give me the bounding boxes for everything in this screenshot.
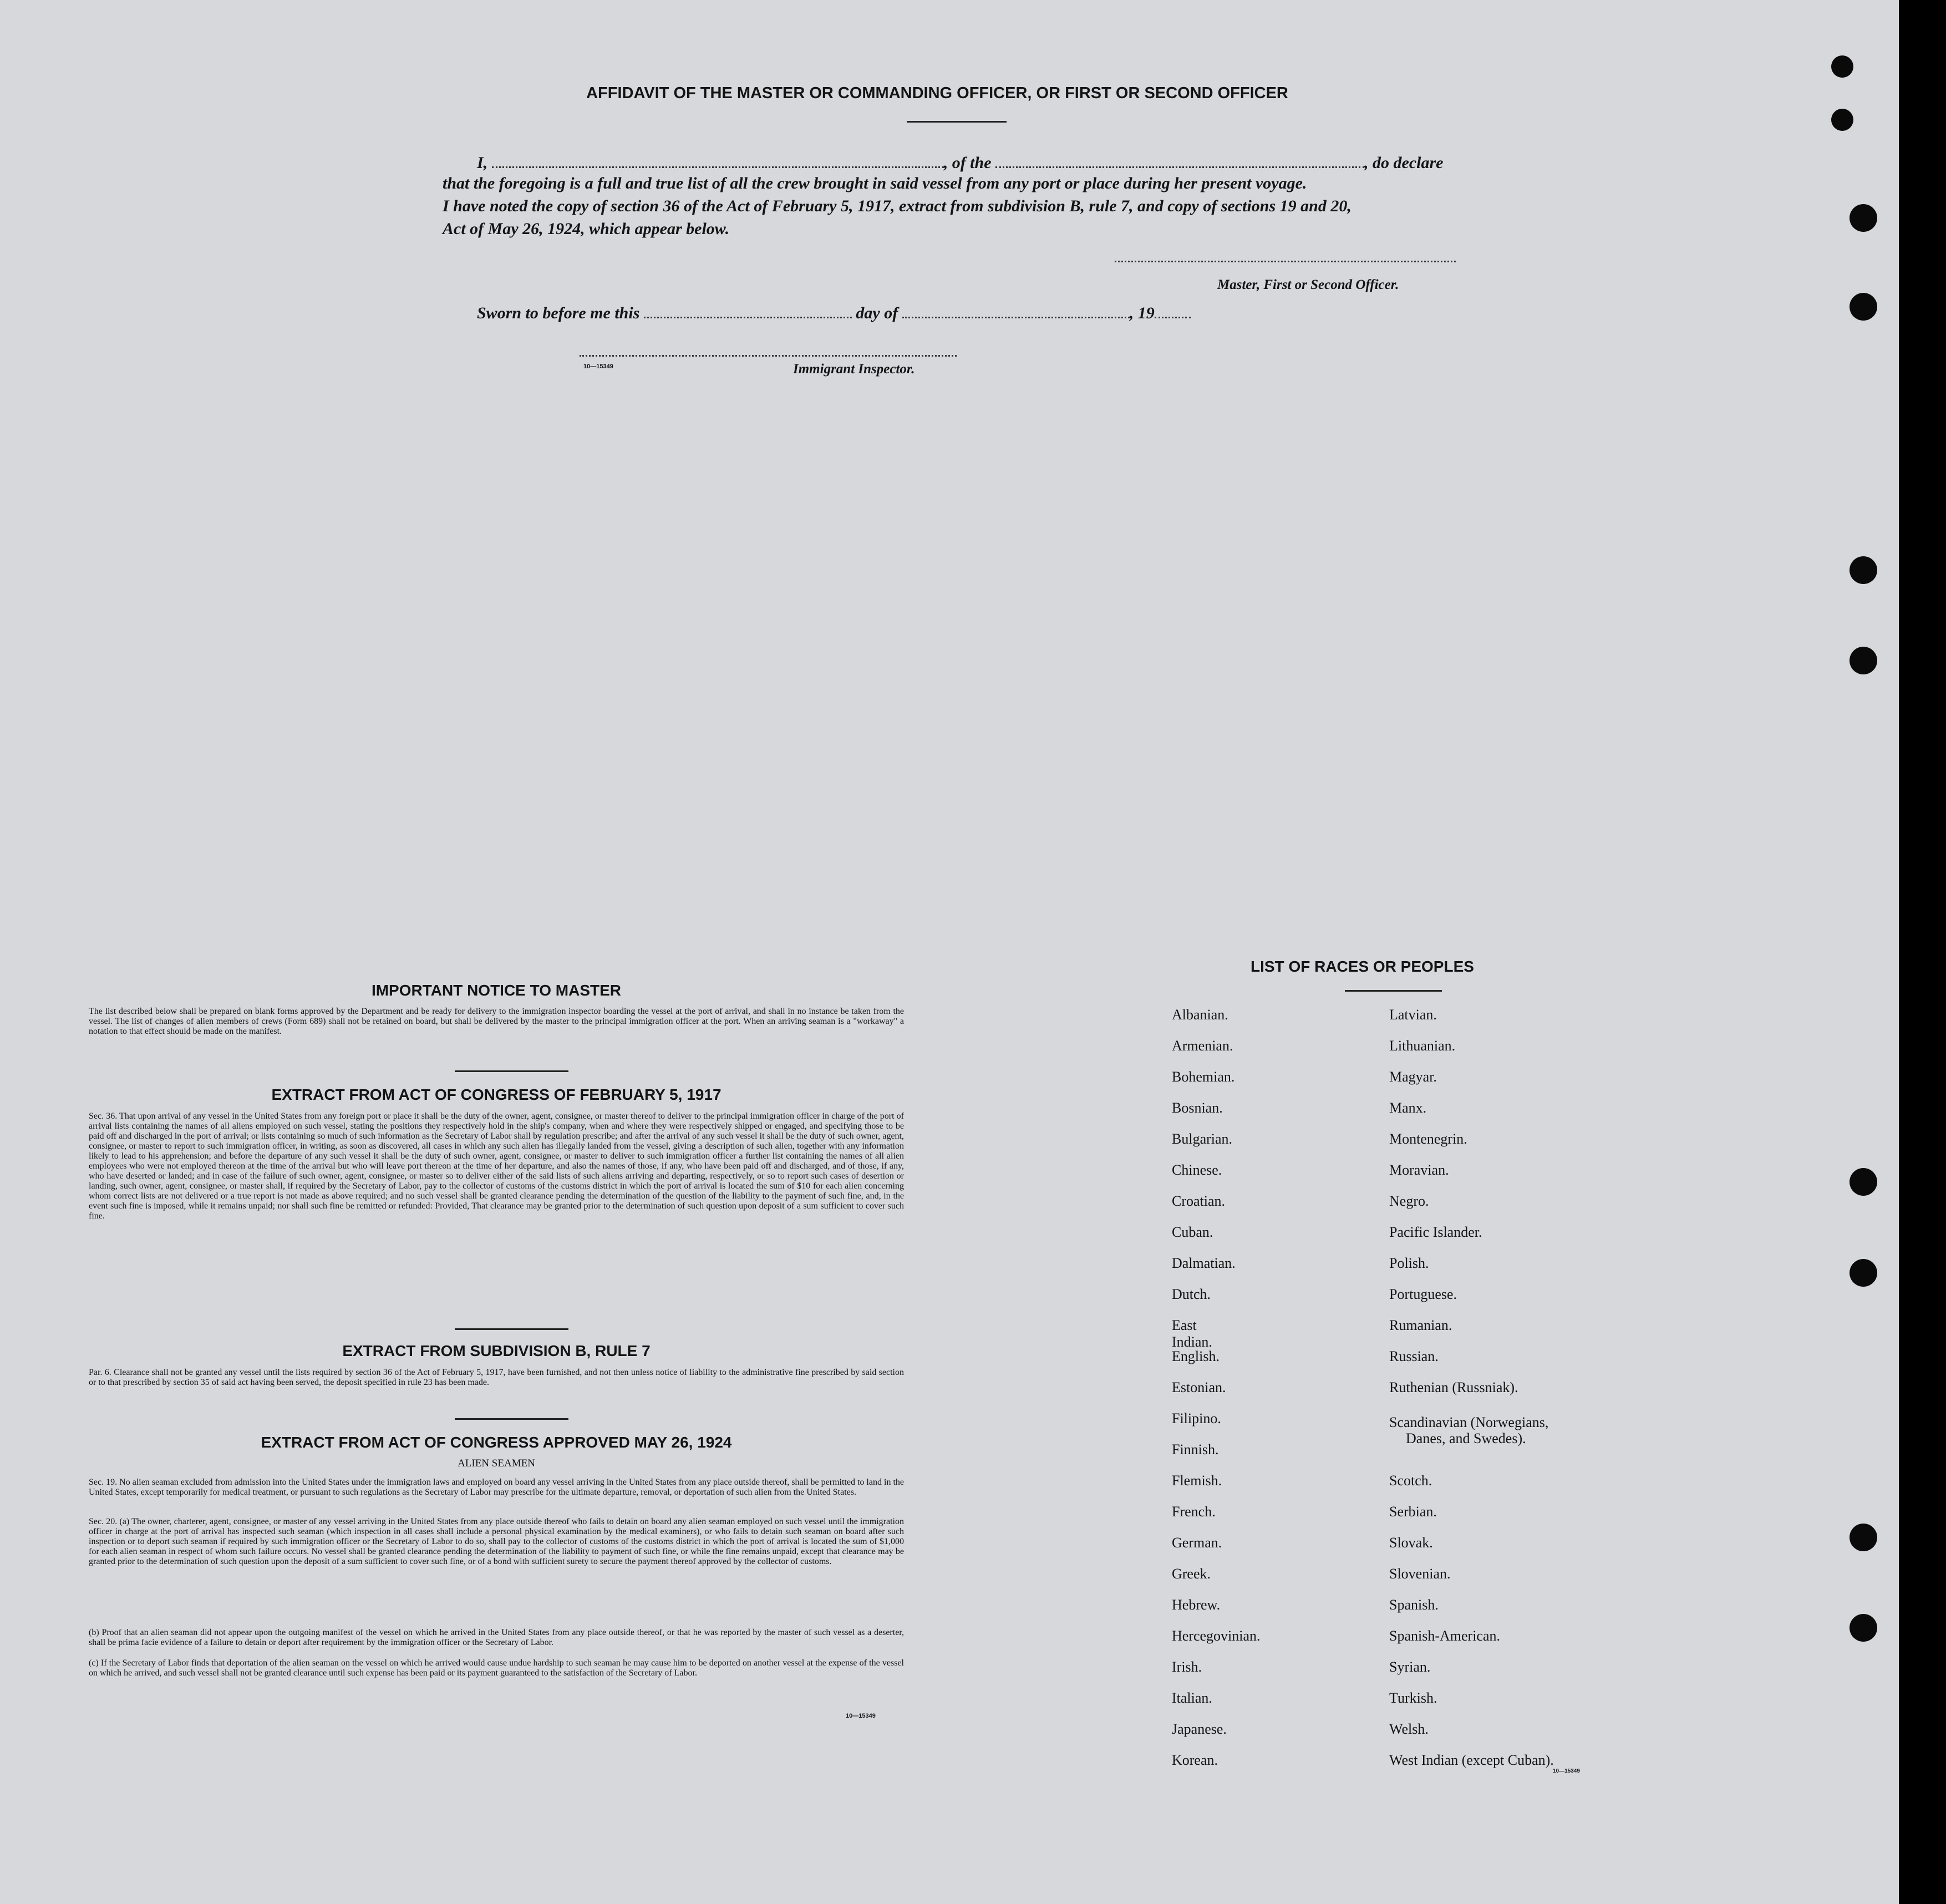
punch-hole-icon [1850, 1168, 1877, 1196]
race-item: Ruthenian (Russniak). [1389, 1379, 1518, 1395]
race-item: Dutch. [1172, 1286, 1211, 1302]
race-item: Serbian. [1389, 1504, 1437, 1520]
race-item: Montenegrin. [1389, 1131, 1467, 1147]
form-number: 10—15349 [583, 363, 613, 370]
race-item: Scandinavian (Norwegians, [1389, 1414, 1549, 1430]
race-item: Dalmatian. [1172, 1255, 1236, 1271]
race-item: German. [1172, 1535, 1222, 1551]
affidavit-line4: Act of May 26, 1924, which appear below. [443, 220, 730, 238]
race-item: Scotch. [1389, 1473, 1432, 1489]
master-signature-field[interactable] [1115, 261, 1456, 262]
race-item: Armenian. [1172, 1038, 1233, 1054]
notice-title-text: IMPORTANT NOTICE TO MASTER [371, 982, 622, 999]
race-item: Croatian. [1172, 1193, 1226, 1209]
race-item: Chinese. [1172, 1162, 1222, 1178]
race-item: English. [1172, 1348, 1220, 1364]
punch-hole-icon [1831, 109, 1853, 131]
race-item: Negro. [1389, 1193, 1429, 1209]
race-item: West Indian (except Cuban). [1389, 1752, 1554, 1768]
punch-hole-icon [1850, 293, 1877, 321]
race-item: Hebrew. [1172, 1597, 1221, 1613]
race-item: Syrian. [1389, 1659, 1431, 1675]
sec20b-text: (b) Proof that an alien seaman did not appear upon the outgoing manifest of the vessel on which he arrived in the United States from any place outside thereof, or that he was reported by the master of such vessel as a deserter, shall be prima facie evidence of a failure to detain or deport after requirement by the immigration officer or the Secretary of Labor. [89, 1628, 904, 1647]
punch-hole-icon [1850, 1259, 1877, 1287]
vessel-name-field[interactable] [995, 152, 1364, 168]
sworn-year-field[interactable] [1155, 302, 1191, 318]
form-number: 10—15349 [846, 1713, 876, 1719]
extract-1917-title: EXTRACT FROM ACT OF CONGRESS OF FEBRUARY 5, 1917 [271, 1086, 722, 1103]
rule7-text: Par. 6. Clearance shall not be granted any vessel until the lists required by section 36 of the Act of February 5, 1917, have been furnished, and not then unless notice of liability to the administrative fine prescribed by said section or to that prescribed by section 35 of said act having been served, the deposit specified in rule 23 has been made. [89, 1368, 904, 1387]
race-item: Italian. [1172, 1690, 1212, 1706]
race-item: Turkish. [1389, 1690, 1437, 1706]
race-item: Filipino. [1172, 1410, 1221, 1426]
section-rule [455, 1418, 568, 1420]
race-item: Bohemian. [1172, 1069, 1235, 1085]
section-rule [455, 1328, 568, 1330]
punch-hole-icon [1850, 1614, 1877, 1642]
affidavit-line3: I have noted the copy of section 36 of the Act of February 5, 1917, extract from subdivision B, rule 7, and copy of sections 19 and 20, [443, 197, 1351, 215]
race-item: East Indian. [1172, 1317, 1212, 1350]
race-item: Polish. [1389, 1255, 1429, 1271]
section-rule [455, 1070, 568, 1072]
title-rule [907, 121, 1007, 123]
race-item: Greek. [1172, 1566, 1211, 1582]
race-item: Lithuanian. [1389, 1038, 1456, 1054]
race-item: Danes, and Swedes). [1406, 1430, 1526, 1446]
inspector-signature-field[interactable] [580, 355, 957, 357]
master-name-field[interactable] [492, 152, 944, 168]
race-item: Magyar. [1389, 1069, 1437, 1085]
notice-text: The list described below shall be prepared on blank forms approved by the Department and be ready for delivery to the immigration inspector boarding the vessel at the port of arrival, and shall in no instance be taken from the vessel. The list of changes of alien members of crews (Form 689) shall not be retained on board, but shall be delivered by the master to the principal immigration officer at the port. When an arriving seaman is a "workaway" a notation to that effect should be made on the manifest. [89, 1007, 904, 1036]
races-title: LIST OF RACES OR PEOPLES [1251, 958, 1474, 975]
race-item: Spanish-American. [1389, 1628, 1501, 1644]
race-item: Moravian. [1389, 1162, 1449, 1178]
race-item: Latvian. [1389, 1007, 1437, 1023]
i-label: I, [477, 154, 488, 172]
race-item: Finnish. [1172, 1441, 1219, 1458]
race-item: Portuguese. [1389, 1286, 1457, 1302]
sworn-day-field[interactable] [644, 302, 852, 318]
affidavit-line1 [477, 152, 1443, 172]
punch-hole-icon [1850, 647, 1877, 674]
alien-seamen-subtitle: ALIEN SEAMEN [458, 1458, 535, 1469]
of-the-label: , of the [943, 154, 992, 172]
race-item: Bosnian. [1172, 1100, 1223, 1116]
punch-hole-icon [1850, 204, 1877, 232]
race-item: Bulgarian. [1172, 1131, 1233, 1147]
do-declare-label: , do declare [1364, 154, 1444, 172]
signature-caption: Master, First or Second Officer. [1217, 277, 1399, 292]
race-item: Spanish. [1389, 1597, 1439, 1613]
form-number: 10—15349 [1553, 1768, 1580, 1774]
race-item: Pacific Islander. [1389, 1224, 1482, 1240]
race-item: French. [1172, 1504, 1216, 1520]
sec19-text: Sec. 19. No alien seaman excluded from admission into the United States under the immigration laws and employed on board any vessel arriving in the United States from any place outside thereof, shall be permitted to land in the United States, except temporarily for medical treatment, or pursuant to such regulations as the Secretary of Labor may prescribe for the ultimate departure, removal, or deportation of such alien from the United States. [89, 1477, 904, 1497]
punch-hole-icon [1850, 1524, 1877, 1551]
race-item: Flemish. [1172, 1473, 1222, 1489]
race-item: Cuban. [1172, 1224, 1213, 1240]
inspector-caption: Immigrant Inspector. [793, 362, 915, 377]
sworn-month-field[interactable] [902, 302, 1130, 318]
affidavit-line2: that the foregoing is a full and true list of all the crew brought in said vessel from any port or place during her present voyage. [443, 174, 1307, 192]
race-item: Korean. [1172, 1752, 1218, 1768]
race-item: Estonian. [1172, 1379, 1226, 1395]
race-item: Albanian. [1172, 1007, 1228, 1023]
races-rule [1345, 990, 1442, 992]
race-item: Slovenian. [1389, 1566, 1451, 1582]
extract-1917-text: Sec. 36. That upon arrival of any vessel in the United States from any foreign port or place it shall be the duty of the owner, agent, consignee, or master thereof to deliver to the principal immigration officer in charge of the port of arrival lists containing the names of all aliens employed on such vessel, stating the positions they respectively hold in the ship's company, when and where they were respectively shipped or engaged, and specifying those to be paid off and discharged in the port of arrival; or lists containing so much of such information as the Secretary of Labor shall by regulation prescribe; and after the arrival of any such vessel it shall be the duty of such owner, agent, consignee, or master to report to such immigration officer, in writing, as soon as discovered, all cases in which any such alien has illegally landed from the vessel, giving a description of such alien, together with any information likely to lead to his apprehension; and before the departure of any such vessel it shall be the duty of such owner, agent, consignee, or master to deliver to such immigration officer a further list containing the names of all alien employees who were not employed thereon at the time of the arrival but who will leave port thereon at the time of her departure, and also the names of those, if any, who have been paid off and discharged, and of those, if any, who have deserted or landed; and in case of the failure of such owner, agent, consignee, or master so to deliver either of the said lists of such aliens arriving and departing, respectively, or so to report such cases of desertion or landing, such owner, agent, consignee, or master shall, if required by the Secretary of Labor, pay to the collector of customs of the customs district in which the port of arrival is located the sum of $10 for each alien concerning whom correct lists are not delivered or a true report is not made as above required; and no such vessel shall be granted clearance pending the determination of the question of the liability to the payment of such fine, and, in the event such fine is imposed, while it remains unpaid; nor shall such fine be remitted or refunded: Provided, That clearance may be granted prior to the determination of such question upon deposit of a sum sufficient to cover such fine. [89, 1111, 904, 1221]
sworn-label: Sworn to before me this [477, 304, 640, 322]
year-label: , 19 [1129, 304, 1155, 322]
sec20c-text: (c) If the Secretary of Labor finds that deportation of the alien seaman on the vessel on which he arrived would cause undue hardship to such seaman he may cause him to be deported on another vessel at the expense of the vessel on which he arrived, and such vessel shall not be granted clearance until such expense has been paid or its payment guaranteed to the satisfaction of the Secretary of Labor. [89, 1658, 904, 1678]
extract-1924-title: EXTRACT FROM ACT OF CONGRESS APPROVED MAY 26, 1924 [261, 1434, 732, 1451]
rule7-title: EXTRACT FROM SUBDIVISION B, RULE 7 [342, 1342, 651, 1359]
day-of-label: day of [856, 304, 898, 322]
punch-hole-icon [1831, 55, 1853, 78]
race-item: Russian. [1389, 1348, 1439, 1364]
race-item: Japanese. [1172, 1721, 1227, 1737]
race-item: Rumanian. [1389, 1317, 1452, 1333]
race-item: Welsh. [1389, 1721, 1429, 1737]
race-item: Manx. [1389, 1100, 1427, 1116]
affidavit-title: AFFIDAVIT OF THE MASTER OR COMMANDING OFFICER, OR FIRST OR SECOND OFFICER [586, 84, 1288, 102]
punch-hole-icon [1850, 556, 1877, 584]
sec20a-text: Sec. 20. (a) The owner, charterer, agent, consignee, or master of any vessel arriving in the United States from any place outside thereof who fails to detain on board any alien seaman employed on such vessel until the immigration officer in charge at the port of arrival has inspected such seaman (which inspection in all cases shall include a personal physical examination by the medical examiners), or who fails to detain such seaman on board after such inspection or to deport such seaman if required by such immigration officer or the Secretary of Labor to do so, shall pay to the collector of customs of the customs district in which the port of arrival is located the sum of $1,000 for each alien seaman in respect of whom such failure occurs. No vessel shall be granted clearance pending the determination of the liability to payment of such fine, or while the fine remains unpaid, except that clearance may be granted prior to the determination of such question upon the deposit of a sum sufficient to cover such fine, or of a bond with sufficient surety to secure the payment thereof approved by the collector of customs. [89, 1517, 904, 1566]
sworn-line [477, 302, 1191, 323]
race-item: Slovak. [1389, 1535, 1433, 1551]
race-item: Irish. [1172, 1659, 1202, 1675]
notice-title [89, 982, 904, 999]
race-item: Hercegovinian. [1172, 1628, 1261, 1644]
